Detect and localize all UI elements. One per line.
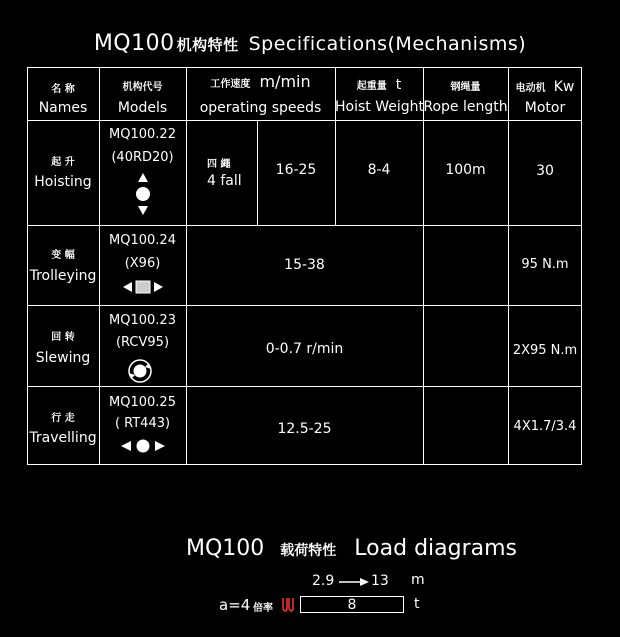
header-rope-zh: 钢绳量 [450, 82, 481, 93]
table-rule [27, 305, 582, 306]
header-rope-en: Rope length [423, 99, 508, 115]
row-hoisting-model: MQ100.22 [109, 127, 176, 142]
load-diagrams-title [186, 536, 517, 561]
header-speed-unit: m/min [259, 72, 311, 91]
row-hoisting-fall-en: 4 fall [207, 173, 242, 189]
row-slewing-name-zh: 回 转 [51, 332, 75, 343]
header-motor-en: Motor [524, 100, 566, 116]
row-travelling-motor: 4X1.7/3.4 [513, 419, 577, 434]
header-motor-zh: 电动机 [515, 83, 546, 94]
row-trolleying-motor: 95 N.m [521, 257, 569, 272]
header-motor-unit: Kw [553, 79, 575, 95]
table-rule [27, 225, 582, 226]
header-hoist [335, 74, 423, 93]
row-trolleying-name-zh: 变 幅 [51, 250, 75, 261]
title2-model: MQ100 [186, 536, 265, 561]
table-rule [423, 67, 424, 465]
load-range-to: 13 [371, 573, 389, 589]
row-travelling-model-code: ( RT443) [114, 416, 171, 431]
row-hoisting-speed: 16-25 [275, 162, 317, 178]
header-hoist-en: Hoist Weight [335, 99, 424, 115]
reeving-label: a=4 [219, 596, 251, 614]
title2-en: Load diagrams [354, 536, 518, 561]
row-slewing-speed: 0-0.7 r/min [265, 341, 344, 357]
row-slewing-motor: 2X95 N.m [512, 343, 578, 358]
title-en: Specifications(Mechanisms) [248, 33, 527, 55]
header-hoist-unit: t [395, 77, 402, 93]
row-hoisting-name-en: Hoisting [34, 174, 92, 190]
title-zh: 机构特性 [176, 36, 239, 54]
table-rule [27, 386, 582, 387]
header-names-en: Names [38, 100, 88, 116]
trolley-left-right-icon [123, 280, 163, 294]
specifications-title [0, 31, 620, 56]
hook-block-icon [281, 597, 295, 613]
row-hoisting-model-code: (40RD20) [111, 150, 174, 165]
slewing-rotate-icon [127, 358, 153, 384]
header-models-en: Models [117, 100, 168, 116]
header-motor [508, 76, 582, 95]
load-range-unit: m [411, 572, 425, 588]
title2-zh: 载荷特性 [280, 543, 337, 559]
reeving-zh: 倍率 [253, 603, 273, 614]
header-names-zh: 名 称 [51, 84, 75, 95]
row-trolleying-model-code: (X96) [124, 256, 161, 271]
row-hoisting-fall-zh: 四 繩 [207, 159, 231, 170]
header-speed-en: operating speeds [199, 100, 322, 116]
load-value: 8 [347, 597, 357, 613]
row-hoisting-name-zh: 起 升 [51, 157, 75, 168]
row-hoisting-motor: 30 [536, 163, 554, 179]
row-trolleying-model: MQ100.24 [109, 233, 176, 248]
header-speed-zh: 工作速度 [210, 79, 251, 90]
header-hoist-zh: 起重量 [356, 81, 387, 92]
hoist-up-down-icon [132, 173, 154, 215]
load-unit: t [414, 596, 420, 612]
row-travelling-speed: 12.5-25 [277, 421, 332, 437]
header-models-zh: 机构代号 [122, 82, 163, 93]
row-travelling-model: MQ100.25 [109, 395, 176, 410]
row-slewing-name-en: Slewing [35, 350, 91, 366]
row-slewing-model: MQ100.23 [109, 313, 176, 328]
travel-left-right-icon [121, 439, 165, 453]
row-trolleying-name-en: Trolleying [29, 268, 97, 284]
load-range-from: 2.9 [312, 573, 335, 589]
header-speed [186, 72, 335, 91]
arrow-right-icon [339, 577, 369, 587]
title-model: MQ100 [93, 31, 175, 56]
row-hoisting-rope-length: 100m [445, 162, 486, 178]
row-travelling-name-zh: 行 走 [51, 413, 75, 424]
row-hoisting-hoist-weight: 8-4 [367, 162, 391, 178]
row-slewing-model-code: (RCV95) [115, 335, 170, 350]
row-trolleying-speed: 15-38 [284, 257, 325, 273]
table-rule [27, 120, 582, 121]
row-travelling-name-en: Travelling [29, 430, 97, 446]
